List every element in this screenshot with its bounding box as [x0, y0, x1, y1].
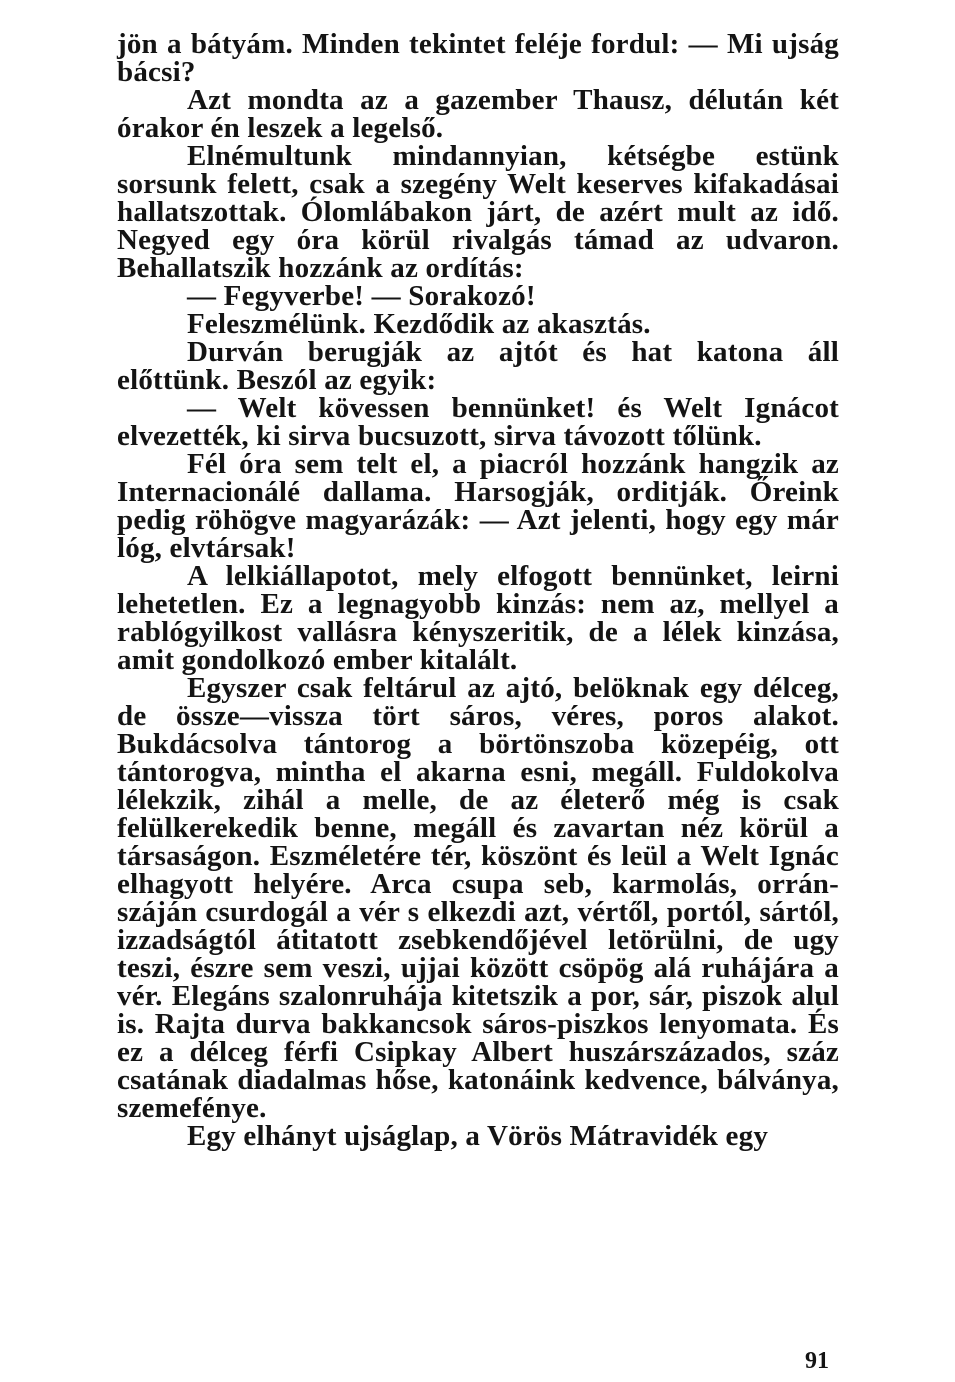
- paragraph-8: Fél óra sem telt el, a piacról hozzánk hangzik az Internacionálé dallama. Harsogják, orditják. Őreink pedig röhögve magyarázák: — Azt jelenti, hogy egy már lóg, elvtársak!: [117, 448, 839, 564]
- paragraph-6: Durván berugják az ajtót és hat katona áll előttünk. Beszól az egyik:: [117, 336, 839, 396]
- paragraph-2: Azt mondta az a gazember Thausz, délután két órakor én leszek a legelső.: [117, 84, 839, 144]
- paragraph-9: A lelkiállapotot, mely elfogott bennünket, leirni lehetetlen. Ez a legnagyobb kinzás: nem az, mellyel a rablógyilkost vallásra kényszeritik, de a lélek kinzása, amit gondolkozó ember kitalált.: [117, 560, 839, 676]
- book-page-text: [117, 30, 839, 1150]
- paragraph-3: Elnémultunk mindannyian, kétségbe estünk sorsunk felett, csak a szegény Welt keserves kifakadásai hallatszottak. Ólomlábakon járt, de azért mult az idő. Negyed egy óra körül rivalgás támad az udvaron. Behallatszik hozzánk az ordítás:: [117, 140, 839, 284]
- paragraph-4: — Fegyverbe! — Sorakozó!: [187, 280, 536, 312]
- paragraph-7: — Welt kövessen bennünket! és Welt Ignácot elvezették, ki sirva bucsuzott, sirva távozott tőlünk.: [117, 392, 839, 452]
- paragraph-1: jön a bátyám. Minden tekintet feléje fordul: — Mi ujság bácsi?: [117, 28, 839, 88]
- page-number: 91: [805, 1348, 829, 1374]
- paragraph-5: Feleszmélünk. Kezdődik az akasztás.: [187, 308, 651, 340]
- paragraph-11: Egy elhányt ujságlap, a Vörös Mátravidék egy: [187, 1120, 769, 1152]
- paragraph-10: Egyszer csak feltárul az ajtó, belöknak egy délceg, de össze—vissza tört sáros, véres, poros alakot. Bukdácsolva tántorog a börtönszoba közepéig, ott tántorogva, mintha el akarna esni, megáll. Fuldokolva lélekzik, zihál a melle, de az életerő még is csak felülkerekedik benne, megáll és zavartan néz körül a társaságon. Eszméletére tér, köszönt és leül a Welt Ignác elhagyott helyére. Arca csupa seb, karmolás, orrán-száján csurdogál a vér s elkezdi azt, vértől, portól, sártól, izzadságtól átitatott zsebkendőjével letörülni, de ugy teszi, észre sem veszi, ujjai között csöpög alá ruhájára a vér. Elegáns szalonruhája kitetszik a por, sár, piszok alul is. Rajta durva bakkancsok sáros-piszkos lenyomata. És ez a délceg férfi Csipkay Albert huszárszázados, száz csatának diadalmas hőse, katonáink kedvence, bálványa, szemefénye.: [117, 672, 839, 1124]
